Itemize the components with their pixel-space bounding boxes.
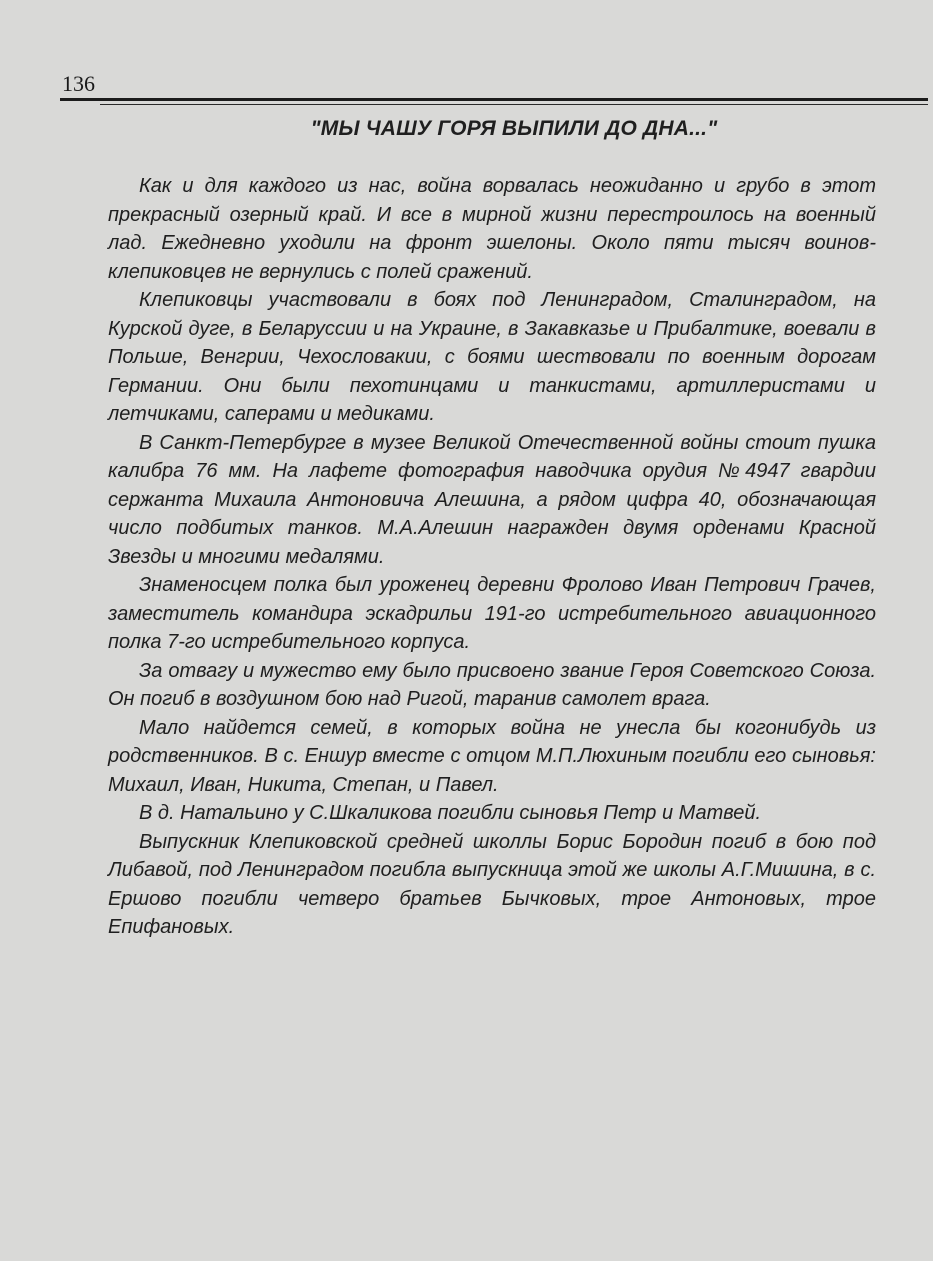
header-rule-thin: [100, 104, 928, 105]
paragraph: Как и для каждого из нас, война ворвалась неожиданно и грубо в этот прекрасный озерный край. И все в мирной жизни перестроилось на военный лад. Ежедневно уходили на фронт эшелоны. Около пяти тысяч воинов-клепиковцев не вернулись с полей сражений.: [108, 175, 876, 283]
page-title: "МЫ ЧАШУ ГОРЯ ВЫПИЛИ ДО ДНА...": [310, 117, 718, 140]
paragraph: Мало найдется семей, в которых война не унесла бы когонибудь из родственников. В с. Еншур вместе с отцом М.П.Люхиным погибли его сыновья: Михаил, Иван, Никита, Степан, и Павел.: [108, 716, 876, 796]
paragraph: В д. Натальино у С.Шкаликова погибли сыновья Петр и Матвей.: [139, 802, 762, 824]
body-text: [108, 172, 876, 942]
paragraph: В Санкт-Петербурге в музее Великой Отечественной войны стоит пушка калибра 76 мм. На лафете фотография наводчика орудия №4947 гвардии сержанта Михаила Антоновича Алешина, а рядом цифра 40, обозначающая число подбитых танков. М.А.Алешин награжден двумя орденами Красной Звезды и многими медалями.: [108, 431, 876, 568]
paragraph: Знаменосцем полка был уроженец деревни Фролово Иван Петрович Грачев, заместитель командира эскадрильи 191-го истребительного авиационного полка 7-го истребительного корпуса.: [108, 574, 876, 653]
page-number: 136: [62, 71, 95, 96]
paragraph: За отвагу и мужество ему было присвоено звание Героя Советского Союза. Он погиб в воздушном бою над Ригой, таранив самолет врага.: [108, 659, 876, 710]
paragraph: Клепиковцы участвовали в боях под Ленинградом, Сталинградом, на Курской дуге, в Беларуссии и на Украине, в Закавказье и Прибалтике, воевали в Польше, Венгрии, Чехословакии, с боями шествовали по военным дорогам Германии. Они были пехотинцами и танкистами, артиллеристами и летчиками, саперами и медиками.: [108, 289, 876, 425]
paragraph: Выпускник Клепиковской средней школлы Борис Бородин погиб в бою под Либавой, под Ленинградом погибла выпускница этой же школы А.Г.Мишина, в с. Ершово погибли четверо братьев Бычковых, трое Антоновых, трое Епифановых.: [108, 830, 876, 938]
header-rule-thick: [60, 98, 928, 101]
